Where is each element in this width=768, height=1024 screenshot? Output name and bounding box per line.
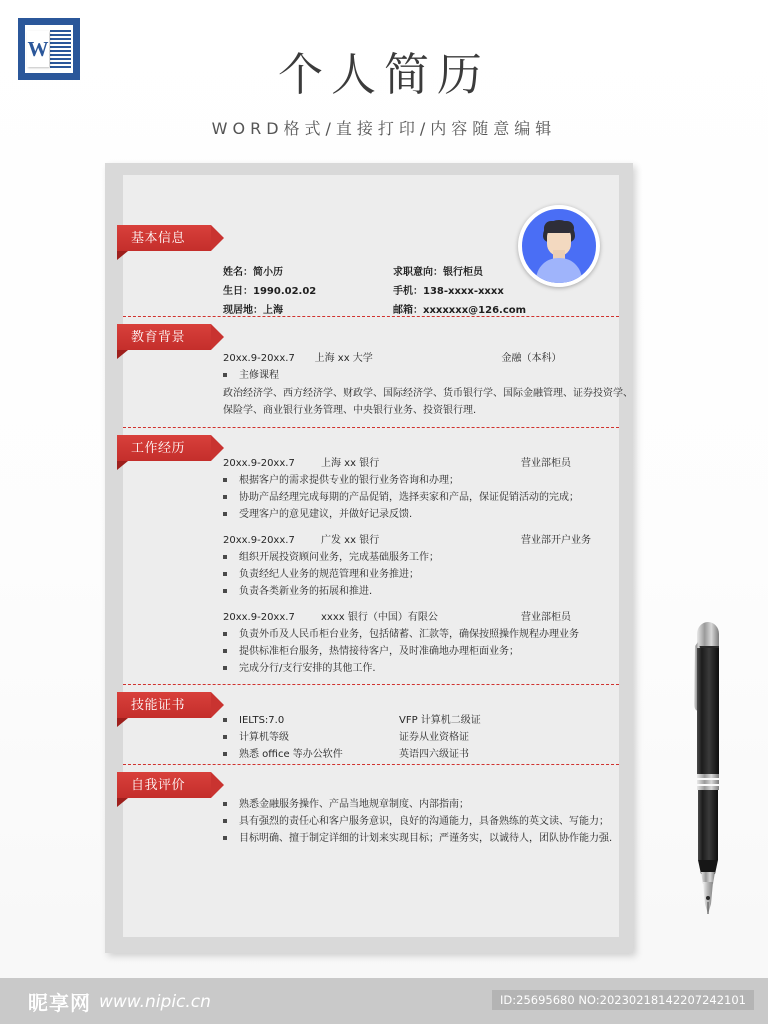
skill-left: 熟悉 office 等办公软件	[239, 749, 343, 760]
header	[0, 48, 768, 139]
education-major: 金融（本科）	[501, 353, 562, 364]
work-heading-row	[223, 532, 651, 549]
skill-left: 计算机等级	[239, 732, 289, 743]
work-company: 上海 xx 银行	[321, 458, 380, 469]
work-job-entry	[223, 609, 651, 677]
footer-watermark-bar	[0, 978, 768, 1024]
skill-right: 证券从业资格证	[399, 732, 469, 743]
work-bullet-text: 负责外币及人民币柜台业务，包括储蓄、汇款等，确保按照操作规程办理业务	[239, 629, 579, 640]
section-tag-basic-info: 基本信息	[117, 225, 211, 251]
work-bullet-text: 完成分行/支行安排的其他工作.	[239, 663, 376, 674]
bullet-icon	[223, 589, 227, 593]
page-subtitle: WORD格式/直接打印/内容随意编辑	[211, 119, 557, 138]
education-heading-row	[223, 350, 623, 367]
work-bullet-text: 协助产品经理完成每期的产品促销，选择卖家和产品，保证促销活动的完成；	[239, 492, 579, 503]
bullet-icon	[223, 836, 227, 840]
work-heading-row	[223, 609, 651, 626]
skill-row	[223, 712, 481, 729]
work-bullet-text: 负责经纪人业务的规范管理和业务推进；	[239, 569, 419, 580]
bullet-icon	[223, 495, 227, 499]
self-eval-bullet	[223, 796, 612, 813]
work-role: 营业部柜员	[521, 458, 571, 469]
bullet-icon	[223, 819, 227, 823]
education-date: 20xx.9-20xx.7	[223, 353, 295, 364]
work-bullet-text: 提供标准柜台服务，热情接待客户，及时准确地办理柜面业务；	[239, 646, 519, 657]
bullet-icon	[223, 752, 227, 756]
work-bullet	[223, 472, 651, 489]
education-courses: 政治经济学、西方经济学、财政学、国际经济学、货币银行学、国际金融管理、证券投资学、保险学、商业银行业务管理、中央银行业务、投资银行理.	[223, 388, 633, 416]
work-bullet	[223, 626, 651, 643]
self-eval-text: 具有强烈的责任心和客户服务意识，良好的沟通能力，具备熟练的英文读、写能力；	[239, 816, 609, 827]
resume-sheet	[105, 163, 633, 953]
bullet-icon	[223, 735, 227, 739]
work-bullet	[223, 489, 651, 506]
work-job-entry	[223, 455, 651, 523]
avatar-fringe	[544, 221, 574, 233]
basic-info-row	[223, 301, 613, 320]
education-school: 上海 xx 大学	[314, 353, 373, 364]
field-phone: 手机：138-xxxx-xxxx	[393, 286, 504, 297]
work-role: 营业部柜员	[521, 612, 571, 623]
skill-right: 英语四六级证书	[399, 749, 469, 760]
education-course-label-row	[223, 367, 623, 384]
skill-row	[223, 729, 481, 746]
bullet-icon	[223, 555, 227, 559]
field-name: 姓名：简小历	[223, 267, 283, 278]
bullet-icon	[223, 802, 227, 806]
work-bullet-text: 负责各类新业务的拓展和推进.	[239, 586, 373, 597]
section-tag-self-evaluation: 自我评价	[117, 772, 211, 798]
self-eval-bullet	[223, 830, 612, 847]
field-email: 邮箱：xxxxxxx@126.com	[393, 305, 527, 316]
skill-right: VFP 计算机二级证	[399, 715, 481, 726]
section-tag-skills: 技能证书	[117, 692, 211, 718]
avatar-shoulders	[536, 258, 582, 286]
section-tag-education: 教育背景	[117, 324, 211, 350]
section-tag-work: 工作经历	[117, 435, 211, 461]
work-company: xxxx 银行（中国）有限公	[321, 612, 438, 623]
work-bullet	[223, 643, 651, 660]
work-job-entry	[223, 532, 651, 600]
page-title: 个人简历	[277, 48, 490, 101]
site-url-text: www.nipic.cn	[99, 991, 211, 1012]
work-bullet-text: 受理客户的意见建议，并做好记录反馈.	[239, 509, 413, 520]
word-icon-letter: W	[27, 31, 49, 67]
work-bullet-text: 根据客户的需求提供专业的银行业务咨询和办理；	[239, 475, 459, 486]
work-date: 20xx.9-20xx.7	[223, 612, 295, 623]
bullet-icon	[223, 512, 227, 516]
work-bullet	[223, 660, 651, 677]
site-watermark	[28, 987, 211, 1016]
divider-skills	[123, 764, 619, 765]
divider-education	[123, 427, 619, 428]
self-eval-text: 熟悉金融服务操作、产品当地规章制度、内部指南；	[239, 799, 469, 810]
bullet-icon	[223, 572, 227, 576]
avatar	[518, 205, 600, 287]
divider-basic-info	[123, 316, 619, 317]
work-role: 营业部开户业务	[521, 535, 591, 546]
asset-id-label: ID:25695680 NO:20230218142207242101	[492, 990, 754, 1010]
fountain-pen-illustration	[686, 612, 730, 930]
work-bullet	[223, 566, 651, 583]
bullet-icon	[223, 632, 227, 636]
self-eval-bullet	[223, 813, 612, 830]
divider-work	[123, 684, 619, 685]
work-date: 20xx.9-20xx.7	[223, 535, 295, 546]
skills-body	[223, 712, 481, 763]
education-body	[223, 350, 623, 384]
work-bullet	[223, 549, 651, 566]
skill-left: IELTS:7.0	[239, 715, 285, 726]
bullet-icon	[223, 478, 227, 482]
work-bullet	[223, 583, 651, 600]
field-birthday: 生日：1990.02.02	[223, 286, 317, 297]
field-location: 现居地：上海	[223, 305, 283, 316]
education-course-label: 主修课程	[239, 370, 279, 381]
bullet-icon	[223, 718, 227, 722]
self-eval-text: 目标明确、擅于制定详细的计划来实现目标；严谨务实，以诚待人，团队协作能力强.	[239, 833, 613, 844]
work-heading-row	[223, 455, 651, 472]
work-bullet	[223, 506, 651, 523]
site-logo-text: 昵享网	[28, 991, 91, 1015]
work-company: 广发 xx 银行	[321, 535, 380, 546]
work-date: 20xx.9-20xx.7	[223, 458, 295, 469]
bullet-icon	[223, 649, 227, 653]
bullet-icon	[223, 373, 227, 377]
bullet-icon	[223, 666, 227, 670]
field-objective: 求职意向：银行柜员	[393, 267, 483, 278]
self-evaluation-body	[223, 796, 612, 847]
skill-row	[223, 746, 481, 763]
work-bullet-text: 组织开展投资顾问业务，完成基础服务工作；	[239, 552, 439, 563]
